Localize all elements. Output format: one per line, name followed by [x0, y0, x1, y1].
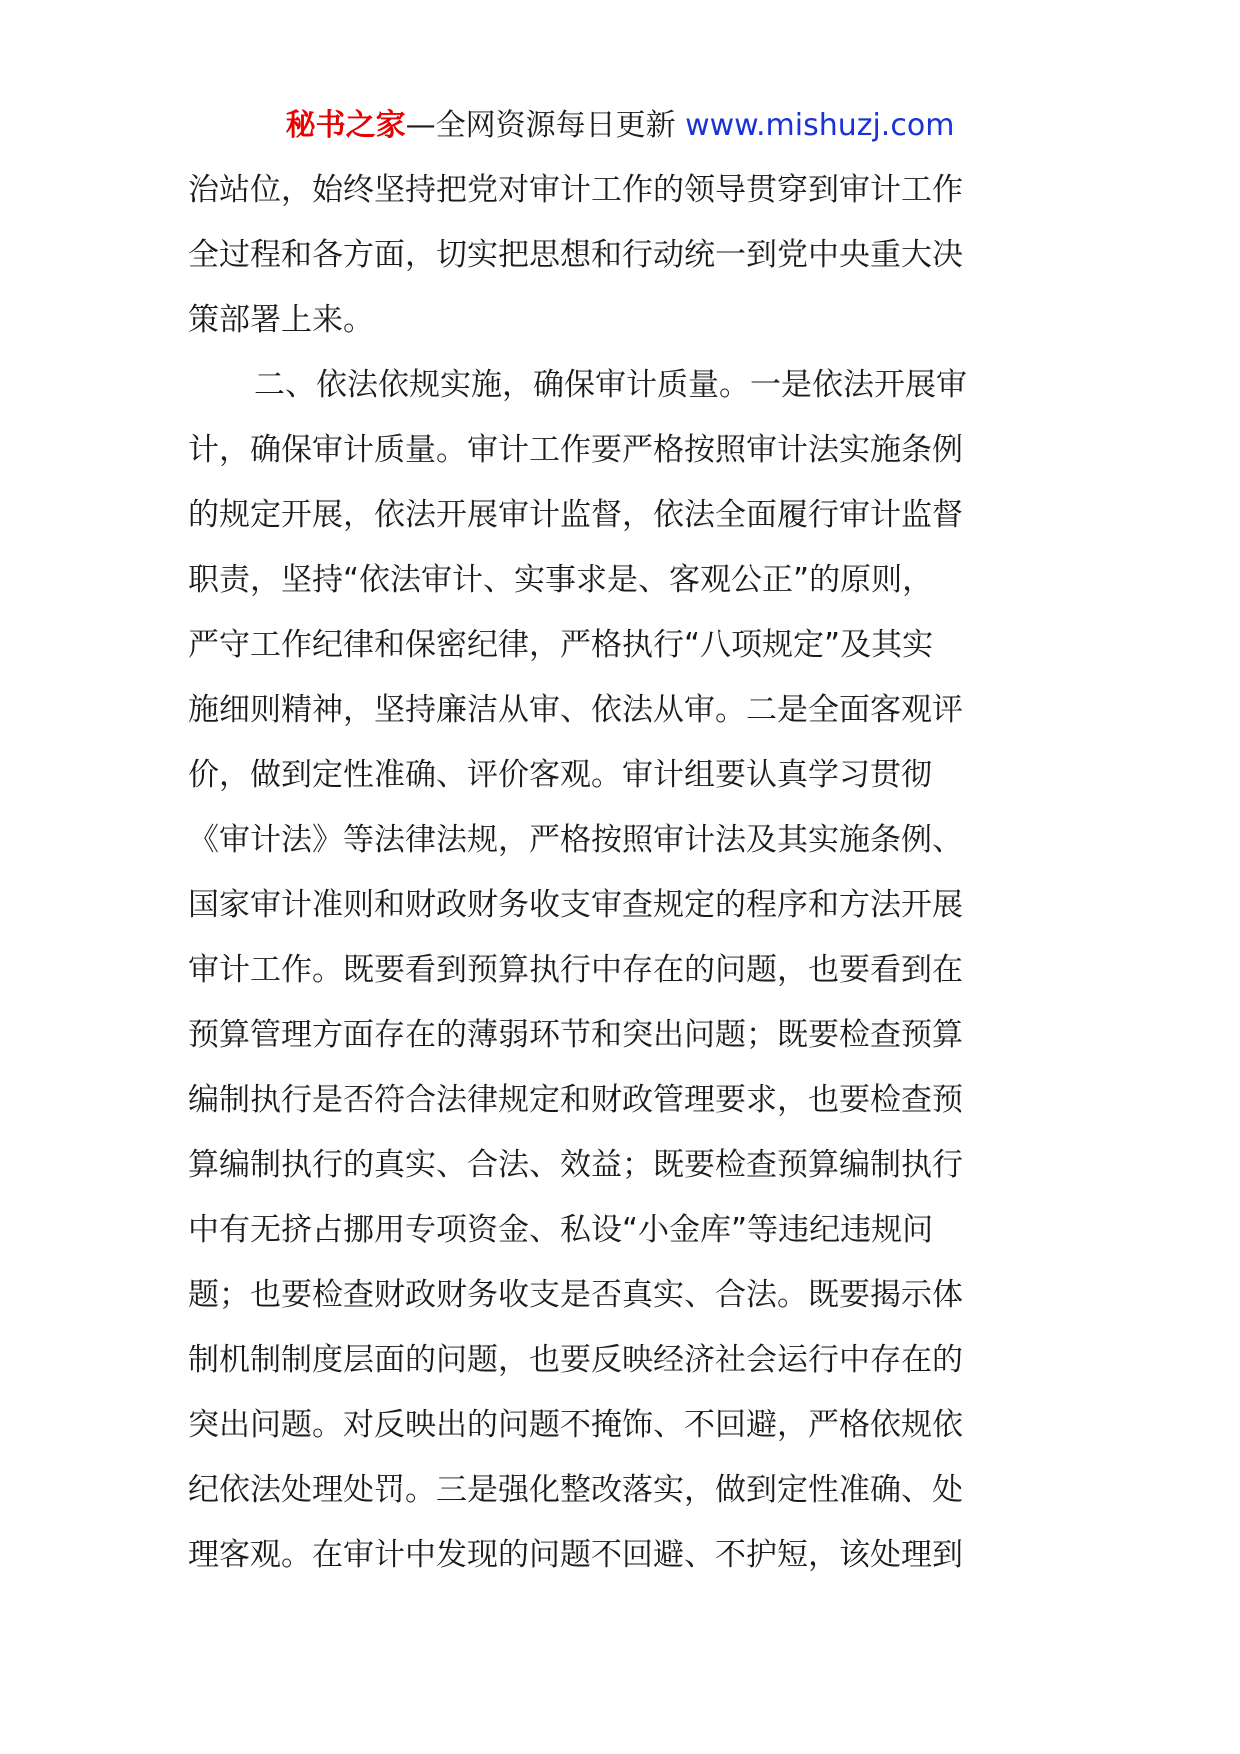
- text-line: 理客观。在审计中发现的问题不回避、不护短，该处理到: [188, 1537, 963, 1573]
- text-line: 职责，坚持“依法审计、实事求是、客观公正”的原则，: [188, 562, 934, 598]
- text-line: 施细则精神，坚持廉洁从审、依法从审。二是全面客观评: [188, 692, 963, 728]
- text-line: 编制执行是否符合法律规定和财政管理要求，也要检查预: [188, 1082, 963, 1118]
- text-line: 价，做到定性准确、评价客观。审计组要认真学习贯彻: [188, 757, 932, 793]
- brand-name: 秘书之家: [285, 108, 406, 143]
- text-line: 策部署上来。: [188, 302, 374, 338]
- text-line: 算编制执行的真实、合法、效益；既要检查预算编制执行: [188, 1147, 963, 1183]
- page-header: [0, 104, 1240, 148]
- text-line: 题；也要检查财政财务收支是否真实、合法。既要揭示体: [188, 1277, 963, 1313]
- header-slogan: —全网资源每日更新: [405, 108, 676, 143]
- text-line: 的规定开展，依法开展审计监督，依法全面履行审计监督: [188, 497, 963, 533]
- text-line: 中有无挤占挪用专项资金、私设“小金库”等违纪违规问: [188, 1212, 934, 1248]
- text-line: 国家审计准则和财政财务收支审查规定的程序和方法开展: [188, 887, 963, 923]
- text-line: 计，确保审计质量。审计工作要严格按照审计法实施条例: [188, 432, 963, 468]
- text-line: 《审计法》等法律法规，严格按照审计法及其实施条例、: [188, 822, 963, 858]
- text-line: 全过程和各方面，切实把思想和行动统一到党中央重大决: [188, 237, 963, 273]
- text-line: 治站位，始终坚持把党对审计工作的领导贯穿到审计工作: [188, 172, 963, 208]
- document-body: [188, 158, 1068, 1588]
- text-line: 预算管理方面存在的薄弱环节和突出问题；既要检查预算: [188, 1017, 963, 1053]
- text-line: 制机制制度层面的问题，也要反映经济社会运行中存在的: [188, 1342, 963, 1378]
- section-heading-line: 二、依法依规实施，确保审计质量。一是依法开展审: [254, 367, 967, 403]
- website-link[interactable]: www.mishuzj.com: [675, 108, 955, 143]
- text-line: 纪依法处理处罚。三是强化整改落实，做到定性准确、处: [188, 1472, 963, 1508]
- text-line: 突出问题。对反映出的问题不掩饰、不回避，严格依规依: [188, 1407, 963, 1443]
- text-line: 严守工作纪律和保密纪律，严格执行“八项规定”及其实: [188, 627, 934, 663]
- text-line: 审计工作。既要看到预算执行中存在的问题，也要看到在: [188, 952, 963, 988]
